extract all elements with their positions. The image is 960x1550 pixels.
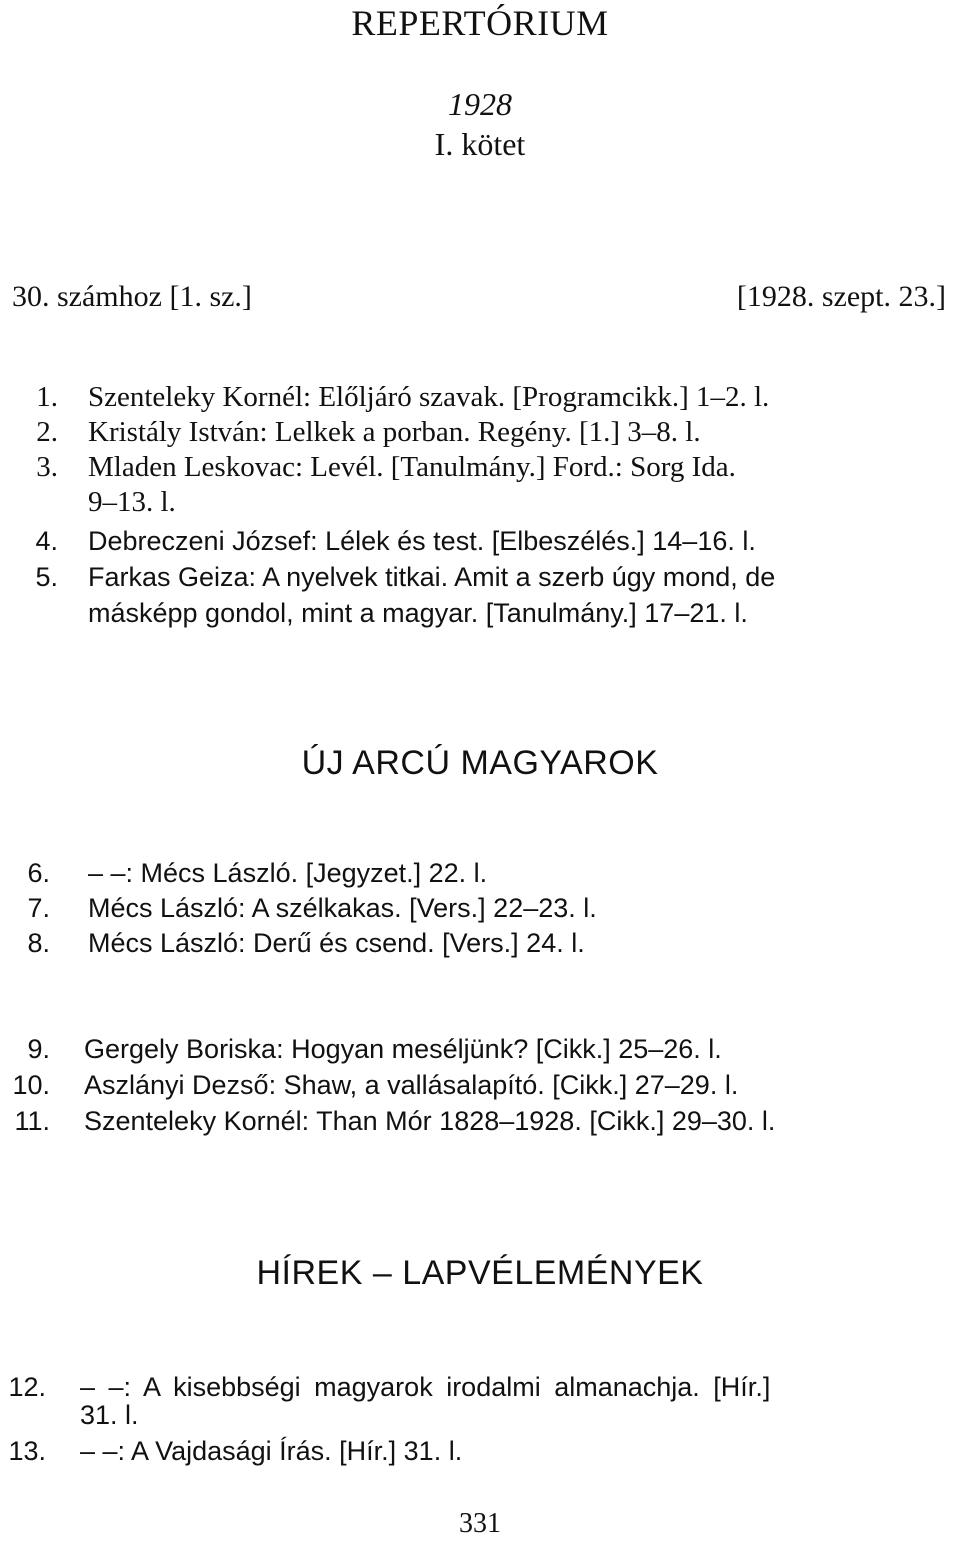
entry-text: Kristály István: Lelkek a porban. Regény. [1.] 3–8. l.	[88, 416, 701, 448]
entry-number: 11.	[14, 1106, 50, 1136]
entry-text: – –: A Vajdasági Írás. [Hír.] 31. l.	[80, 1436, 463, 1466]
entry-text: Mécs László: Derű és csend. [Vers.] 24. l.	[88, 928, 585, 958]
section-heading-hirek: HÍREK – LAPVÉLEMÉNYEK	[256, 1254, 704, 1292]
page-number: 331	[459, 1508, 501, 1539]
entry-number: 13.	[8, 1436, 46, 1466]
entry-text: – –: A kisebbségi magyarok irodalmi almanachja. [Hír.]	[80, 1372, 771, 1402]
entry-list-1b	[0, 524, 960, 664]
volume-heading: I. kötet	[434, 126, 526, 162]
entry-number: 4.	[35, 526, 58, 556]
entry-number: 5.	[35, 562, 58, 592]
year-heading: 1928	[448, 86, 512, 122]
entry-number: 12.	[8, 1372, 46, 1402]
entry-list-3	[0, 1032, 960, 1142]
entry-text-continued: másképp gondol, mint a magyar. [Tanulmány.] 17–21. l.	[88, 598, 748, 628]
entry-list-4	[0, 1370, 960, 1480]
entry-number: 6.	[27, 858, 50, 888]
entry-number: 8.	[27, 928, 50, 958]
entry-number: 1.	[36, 381, 58, 413]
entry-text: Debreczeni József: Lélek és test. [Elbeszélés.] 14–16. l.	[88, 526, 756, 556]
entry-number: 9.	[27, 1034, 50, 1064]
entry-number: 10.	[12, 1070, 50, 1100]
entry-text: Mladen Leskovac: Levél. [Tanulmány.] Ford.: Sorg Ida.	[88, 451, 736, 483]
entry-text: Aszlányi Dezső: Shaw, a vallásalapító. [Cikk.] 27–29. l.	[84, 1070, 739, 1100]
entry-text: Szenteleky Kornél: Than Mór 1828–1928. [Cikk.] 29–30. l.	[84, 1106, 776, 1136]
entry-text-continued: 31. l.	[80, 1400, 139, 1430]
page-title: REPERTÓRIUM	[351, 3, 609, 43]
entry-text: Mécs László: A szélkakas. [Vers.] 22–23. l.	[88, 893, 597, 923]
entry-number: 7.	[27, 893, 50, 923]
entry-text: Gergely Boriska: Hogyan meséljünk? [Cikk.] 25–26. l.	[84, 1034, 722, 1064]
entry-text: Szenteleky Kornél: Előljáró szavak. [Programcikk.] 1–2. l.	[88, 381, 770, 413]
entry-text: – –: Mécs László. [Jegyzet.] 22. l.	[88, 858, 488, 888]
entry-text-continued: 9–13. l.	[88, 486, 176, 518]
issue-label: 30. számhoz [1. sz.]	[12, 280, 252, 313]
entry-list-2	[0, 856, 960, 966]
entry-number: 3.	[36, 451, 58, 483]
entry-text: Farkas Geiza: A nyelvek titkai. Amit a szerb úgy mond, de	[88, 562, 776, 592]
entry-number: 2.	[36, 416, 58, 448]
issue-date: [1928. szept. 23.]	[736, 280, 946, 313]
section-heading-uj-arcu: ÚJ ARCÚ MAGYAROK	[301, 744, 659, 782]
